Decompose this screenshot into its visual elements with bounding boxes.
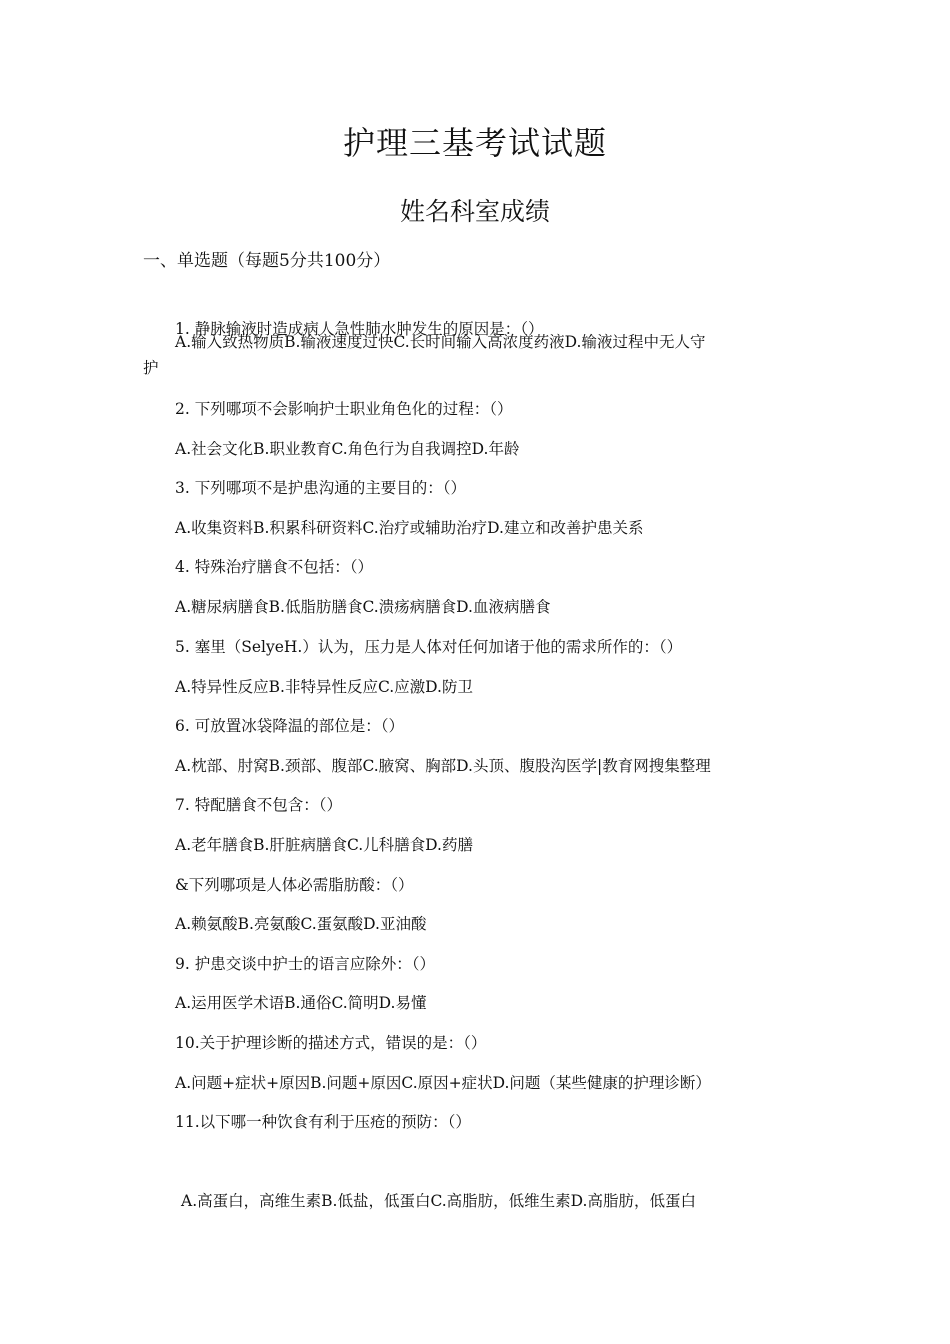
options-7: A.老年膳食B.肝脏病膳食C.儿科膳食D.药膳 (175, 836, 473, 854)
options-2: A.社会文化B.职业教育C.角色行为自我调控D.年龄 (175, 440, 520, 458)
options-11: A.高蛋白，高维生素B.低盐，低蛋白C.高脂肪，低维生素D.高脂肪，低蛋白 (181, 1192, 696, 1210)
section-heading: 一、单选题（每题5分共100分） (143, 251, 391, 271)
options-5: A.特异性反应B.非特异性反应C.应激D.防卫 (175, 678, 473, 696)
question-5: 5. 塞里（SelyeH.）认为，压力是人体对任何加诸于他的需求所作的：（） (175, 638, 683, 656)
options-4: A.糖尿病膳食B.低脂肪膳食C.溃疡病膳食D.血液病膳食 (175, 598, 551, 616)
question-4: 4. 特殊治疗膳食不包括：（） (175, 558, 373, 576)
options-10: A.问题+症状+原因B.问题+原因C.原因+症状D.问题（某些健康的护理诊断） (175, 1074, 711, 1092)
question-11: 11.以下哪一种饮食有利于压疮的预防：（） (175, 1113, 471, 1131)
question-8: &下列哪项是人体必需脂肪酸：（） (175, 876, 414, 894)
question-2: 2. 下列哪项不会影响护士职业角色化的过程：（） (175, 400, 513, 418)
options-3: A.收集资料B.积累科研资料C.治疗或辅助治疗D.建立和改善护患关系 (175, 519, 644, 537)
options-1-line-1: A.输入致热物质B.输液速度过快C.长时间输入高浓度药液D.输液过程中无人守 (175, 333, 706, 351)
options-8: A.赖氨酸B.亮氨酸C.蛋氨酸D.亚油酸 (175, 915, 427, 933)
options-1-line-2: 护 (143, 359, 159, 377)
page-title: 护理三基考试试题 (342, 124, 607, 162)
question-1: 1. 静脉输液时造成病人急性肺水肿发生的原因是：（） (175, 320, 544, 338)
page-subtitle: 姓名科室成绩 (399, 197, 550, 226)
question-7: 7. 特配膳食不包含：（） (175, 796, 342, 814)
question-3: 3. 下列哪项不是护患沟通的主要目的：（） (175, 479, 466, 497)
options-9: A.运用医学术语B.通俗C.简明D.易懂 (175, 994, 427, 1012)
options-6: A.枕部、肘窝B.颈部、腹部C.腋窝、胸部D.头顶、腹股沟医学|教育网搜集整理 (175, 757, 711, 775)
question-9: 9. 护患交谈中护士的语言应除外：（） (175, 955, 435, 973)
question-10: 10.关于护理诊断的描述方式，错误的是：（） (175, 1034, 487, 1052)
question-6: 6. 可放置冰袋降温的部位是：（） (175, 717, 404, 735)
